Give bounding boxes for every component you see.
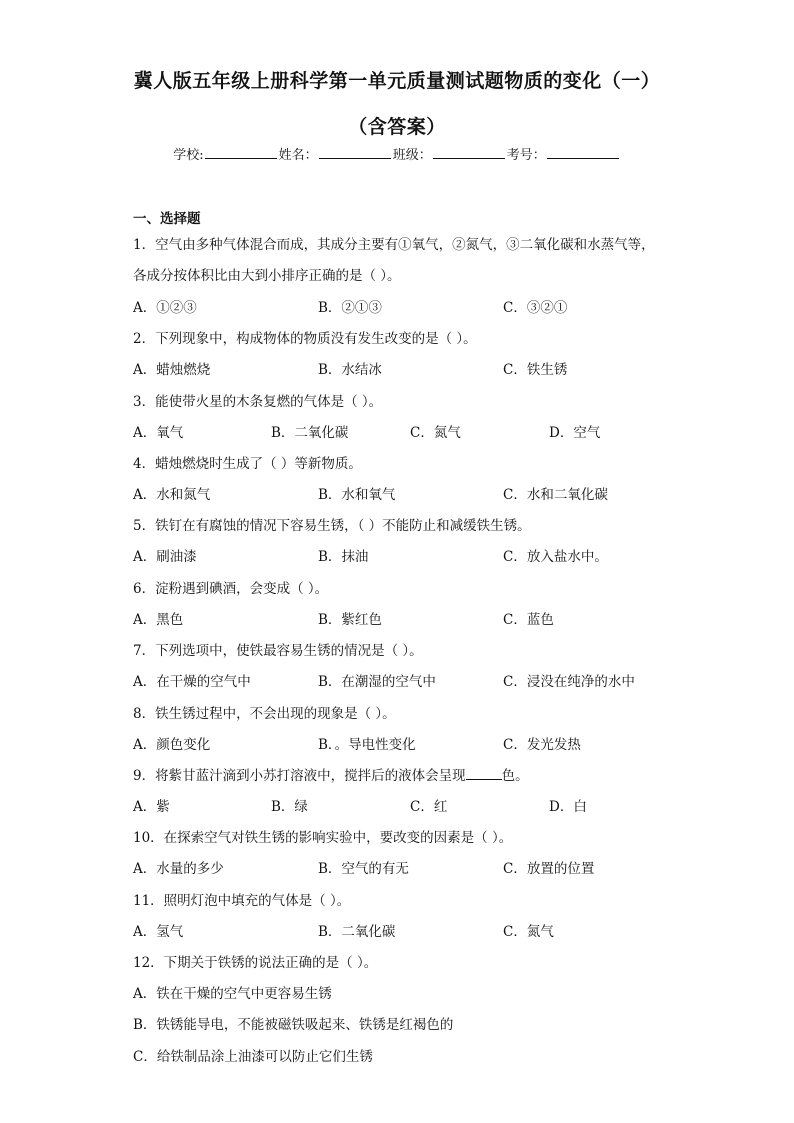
number-blank — [547, 147, 619, 159]
exam-title-line2: （含答案） — [348, 116, 446, 138]
question-4-option-b: B．水和氧气 — [318, 487, 396, 503]
name-blank — [319, 147, 391, 159]
section-title: 一、选择题 — [133, 211, 201, 227]
question-4-option-c: C．水和二氧化碳 — [503, 487, 608, 503]
question-7-line-1: 7．下列选项中，使铁最容易生锈的情况是（ ）。 — [133, 643, 423, 659]
question-9-option-d: D．白 — [549, 799, 587, 815]
question-11-line-1: 11．照明灯泡中填充的气体是（ ）。 — [133, 893, 351, 909]
question-1-option-b: B．②①③ — [318, 300, 382, 316]
question-1-line-2: 各成分按体积比由大到小排序正确的是（ ）。 — [133, 268, 401, 284]
question-5-option-c: C．放入盐水中。 — [503, 549, 608, 565]
question-6-option-a: A．黑色 — [133, 612, 184, 628]
question-8-option-a: A．颜色变化 — [133, 737, 211, 753]
question-8-option-c: C．发光发热 — [503, 737, 581, 753]
question-9-fill-blank — [466, 767, 502, 780]
question-7-option-a: A．在干燥的空气中 — [133, 674, 251, 690]
question-3-option-a: A．氧气 — [133, 425, 184, 441]
question-7-option-b: B．在潮湿的空气中 — [318, 674, 436, 690]
question-11-option-a: A．氢气 — [133, 924, 184, 940]
question-10-option-b: B．空气的有无 — [318, 861, 409, 877]
question-10-option-a: A．水量的多少 — [133, 861, 224, 877]
question-5-option-b: B．抹油 — [318, 549, 369, 565]
question-3-line-1: 3．能使带火星的木条复燃的气体是（ ）。 — [133, 394, 383, 410]
question-2-line-1: 2．下列现象中，构成物体的物质没有发生改变的是（ ）。 — [133, 331, 477, 347]
question-1-option-c: C．③②① — [503, 300, 568, 316]
question-2-option-a: A．蜡烛燃烧 — [133, 362, 211, 378]
question-9-option-a: A．紫 — [133, 799, 170, 815]
question-11-option-b: B．二氧化碳 — [318, 924, 396, 940]
question-10-option-c: C．放置的位置 — [503, 861, 595, 877]
question-2-option-b: B．水结冰 — [318, 362, 382, 378]
question-5-line-1: 5．铁钉在有腐蚀的情况下容易生锈，（ ）不能防止和减缓铁生锈。 — [133, 518, 531, 534]
question-12-line-1: 12．下期关于铁锈的说法正确的是（ ）。 — [133, 955, 378, 971]
question-1-line-1: 1．空气由多种气体混合而成，其成分主要有①氧气，②氮气，③二氧化碳和水蒸气等， — [133, 237, 655, 253]
exam-title-line1: 冀人版五年级上册科学第一单元质量测试题物质的变化（一） — [133, 70, 661, 92]
question-6-option-b: B．紫红色 — [318, 612, 382, 628]
class-blank — [433, 147, 505, 159]
question-5-option-a: A．刷油漆 — [133, 549, 197, 565]
school-blank — [205, 147, 277, 159]
question-6-line-1: 6．淀粉遇到碘酒，会变成（ ）。 — [133, 581, 329, 597]
question-9-text-before: 9．将紫甘蓝汁滴到小苏打溶液中，搅拌后的液体会呈现 — [133, 768, 466, 784]
question-9-line-1 — [133, 764, 529, 784]
question-12-option-c: C．给铁制品涂上油漆可以防止它们生锈 — [133, 1049, 373, 1065]
question-3-option-b: B．二氧化碳 — [271, 425, 349, 441]
question-1-option-a: A．①②③ — [133, 300, 197, 316]
question-2-option-c: C．铁生锈 — [503, 362, 568, 378]
question-3-option-c: C．氮气 — [410, 425, 461, 441]
number-label: 考号： — [506, 148, 546, 163]
question-12-option-a: A．铁在干燥的空气中更容易生锈 — [133, 986, 332, 1002]
question-4-line-1: 4．蜡烛燃烧时生成了（ ）等新物质。 — [133, 456, 362, 472]
question-7-option-c: C．浸没在纯净的水中 — [503, 674, 635, 690]
question-9-text-after: 色。 — [501, 768, 529, 784]
question-12-option-b: B．铁锈能导电，不能被磁铁吸起来、铁锈是红褐色的 — [133, 1017, 454, 1033]
question-9-option-c: C．红 — [410, 799, 448, 815]
name-label: 姓名： — [278, 148, 318, 163]
question-3-option-d: D．空气 — [549, 425, 601, 441]
question-8-option-b: B．。导电性变化 — [318, 737, 416, 753]
question-9-option-b: B．绿 — [271, 799, 308, 815]
student-info-row — [0, 144, 794, 163]
class-label: 班级： — [392, 148, 432, 163]
question-10-line-1: 10．在探索空气对铁生锈的影响实验中，要改变的因素是（ ）。 — [133, 830, 513, 846]
question-11-option-c: C．氮气 — [503, 924, 554, 940]
question-4-option-a: A．水和氮气 — [133, 487, 211, 503]
question-8-line-1: 8．铁生锈过程中，不会出现的现象是（ ）。 — [133, 706, 396, 722]
question-6-option-c: C．蓝色 — [503, 612, 554, 628]
school-label: 学校: — [173, 148, 204, 163]
